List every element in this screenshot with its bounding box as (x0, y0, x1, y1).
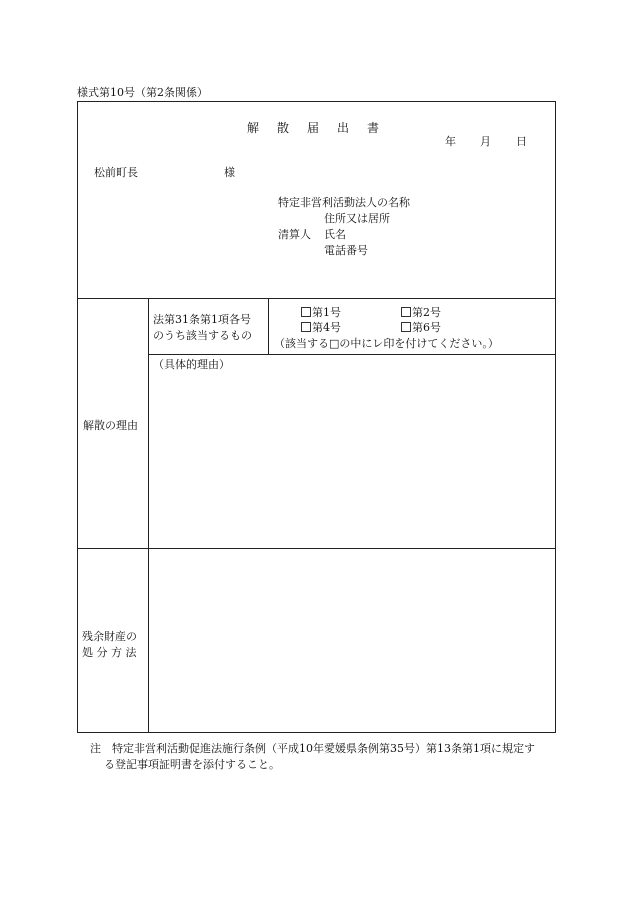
divider-legal-basis-column (268, 298, 269, 354)
option-label: 第6号 (412, 321, 441, 334)
title-char: 散 (276, 121, 289, 135)
phone-label: 電話番号 (324, 244, 368, 257)
divider-label-column (148, 298, 149, 733)
reason-sublabel: （具体的理由） (153, 358, 230, 371)
title-char: 出 (336, 121, 349, 135)
reason-field[interactable] (152, 372, 552, 544)
liquidator-label: 清算人 (278, 228, 311, 241)
option-6[interactable] (401, 319, 441, 335)
residual-label-line2: 処 分 方 法 (82, 646, 137, 659)
option-label: 第2号 (412, 306, 441, 319)
addressee-name: 松前町長 (94, 166, 138, 179)
date-day: 日 (516, 135, 527, 148)
residual-field[interactable] (152, 552, 552, 729)
legal-basis-label-line1: 法第31条第1項各号 (153, 313, 251, 326)
option-4[interactable] (301, 319, 341, 335)
form-label: 様式第10号（第2条関係） (77, 86, 208, 99)
checkbox-icon[interactable] (301, 307, 311, 317)
title-char: 届 (306, 121, 319, 135)
residual-label-line1: 残余財産の (82, 630, 137, 643)
date-year: 年 (445, 135, 456, 148)
checkbox-icon[interactable] (301, 322, 311, 332)
option-label: 第4号 (312, 321, 341, 334)
addressee-honorific: 様 (224, 166, 235, 179)
footnote-line1: 注 特定非営利活動促進法施行条例（平成10年愛媛県条例第35号）第13条第1項に規定す (90, 742, 535, 755)
title-char: 解 (246, 121, 259, 135)
name-label: 氏名 (324, 228, 346, 241)
footnote-line2: る登記事項証明書を添付すること。 (104, 758, 280, 771)
reason-label: 解散の理由 (83, 419, 138, 432)
checkbox-icon[interactable] (401, 307, 411, 317)
address-label: 住所又は居所 (324, 212, 390, 225)
title-char: 書 (366, 121, 379, 135)
checkbox-icon[interactable] (401, 322, 411, 332)
checkbox-instruction: （該当する□の中にレ印を付けてください。） (274, 337, 499, 350)
corp-name-label: 特定非営利活動法人の名称 (278, 196, 410, 209)
option-1[interactable] (301, 304, 341, 320)
date-month: 月 (480, 135, 491, 148)
legal-basis-label-line2: のうち該当するもの (153, 329, 252, 342)
option-label: 第1号 (312, 306, 341, 319)
document-title (238, 119, 388, 136)
divider-legal-basis (148, 354, 556, 355)
option-2[interactable] (401, 304, 441, 320)
